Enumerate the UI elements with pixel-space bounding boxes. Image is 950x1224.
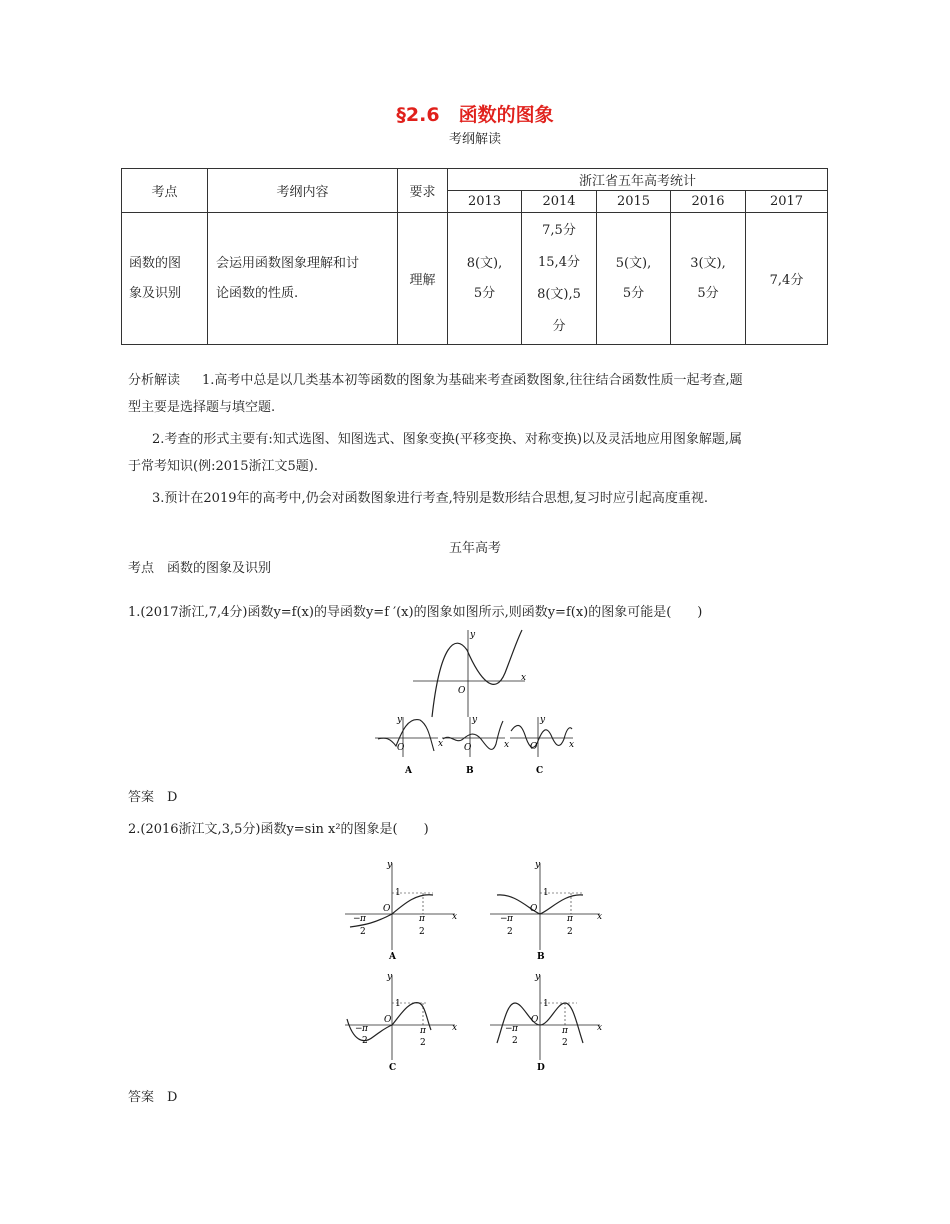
axis-y-label: y xyxy=(397,715,403,725)
option-c-label: C xyxy=(536,766,544,776)
cell-2016 xyxy=(671,213,746,345)
axis-y-label: y xyxy=(535,972,541,982)
cell-line: 论函数的性质. xyxy=(216,285,299,301)
tick-pi: π xyxy=(362,1024,368,1034)
tick-two: 2 xyxy=(420,1038,426,1048)
option-d-graph xyxy=(490,975,603,1060)
header-content: 考纲内容 xyxy=(208,169,398,213)
answer-2: 答案 D xyxy=(128,1090,178,1105)
origin-label: O xyxy=(531,1015,539,1025)
option-a-label: A xyxy=(405,766,412,776)
cell-line: 5(文), xyxy=(615,255,652,271)
tick-two: 2 xyxy=(562,1038,568,1048)
header-year: 2016 xyxy=(671,191,746,213)
tick-pi: π xyxy=(567,914,573,924)
kaodian-line: 考点 函数的图象及识别 xyxy=(128,561,272,576)
cell-line: 8(文), xyxy=(466,255,503,271)
axis-x-label: x xyxy=(597,912,603,922)
analysis-p3: 3.预计在2019年的高考中,仍会对函数图象进行考查,特别是数形结合思想,复习时应引起高度重视. xyxy=(152,491,709,506)
header-year: 2017 xyxy=(746,191,828,213)
tick-two: 2 xyxy=(362,1036,368,1046)
tick-pi: π xyxy=(562,1026,568,1036)
axis-x-label: x xyxy=(569,740,575,750)
tick-pi: π xyxy=(419,914,425,924)
analysis-p2-second: 于常考知识(例:2015浙江文5题). xyxy=(128,459,319,474)
header-year: 2013 xyxy=(448,191,522,213)
cell-line: 3(文), xyxy=(690,255,726,271)
tick-pi: π xyxy=(360,914,366,924)
cell-line: 象及识别 xyxy=(129,285,182,301)
tick-one: 1 xyxy=(395,888,401,898)
option-c-label: C xyxy=(389,1063,397,1073)
axis-y-label: y xyxy=(535,860,541,870)
axis-x-label: x xyxy=(452,1023,458,1033)
analysis-p1-second: 型主要是选择题与填空题. xyxy=(128,400,276,415)
cell-2017: 7,4分 xyxy=(746,213,828,345)
option-a-graph xyxy=(375,717,438,757)
analysis-label: 分析解读 xyxy=(128,373,181,388)
answer-1: 答案 D xyxy=(128,790,178,805)
header-year: 2015 xyxy=(597,191,671,213)
cell-line: 5分 xyxy=(697,285,719,301)
axis-y-label: y xyxy=(472,715,478,725)
tick-two: 2 xyxy=(512,1036,518,1046)
cell-line: 8(文),5 xyxy=(537,286,581,302)
analysis-section xyxy=(128,367,828,512)
axis-x-label: x xyxy=(504,740,510,750)
header-point: 考点 xyxy=(122,169,208,213)
section-title: §2.6 函数的图象 xyxy=(396,104,554,126)
tick-minus: − xyxy=(500,914,508,924)
cell-2014 xyxy=(522,213,597,345)
tick-minus: − xyxy=(355,1024,363,1034)
axis-x-label: x xyxy=(597,1023,603,1033)
header-requirement: 要求 xyxy=(398,169,448,213)
subtitle: 考纲解读 xyxy=(448,132,501,147)
axis-y-label: y xyxy=(387,860,393,870)
option-d-label: D xyxy=(537,1063,545,1073)
cell-line: 5分 xyxy=(622,285,645,301)
tick-minus: − xyxy=(353,914,361,924)
question-2: 2.(2016浙江文,3,5分)函数y=sin x²的图象是( ) xyxy=(128,822,429,837)
axis-y-label: y xyxy=(470,630,476,640)
tick-pi: π xyxy=(420,1026,426,1036)
origin-label: O xyxy=(464,743,472,753)
exam-stats-table xyxy=(121,168,828,345)
origin-label: O xyxy=(458,686,466,696)
tick-minus: − xyxy=(505,1024,513,1034)
cell-line: 7,5分 xyxy=(542,222,576,238)
origin-label: O xyxy=(530,904,538,914)
tick-pi: π xyxy=(507,914,513,924)
option-b-label: B xyxy=(466,766,474,776)
cell-point xyxy=(122,213,208,345)
axis-x-label: x xyxy=(452,912,458,922)
origin-label: O xyxy=(397,743,405,753)
origin-label: O xyxy=(530,742,538,752)
header-year: 2014 xyxy=(522,191,597,213)
q1-figure xyxy=(370,625,585,780)
cell-line: 会运用函数图象理解和讨 xyxy=(216,255,360,271)
cell-line: 5分 xyxy=(473,285,496,301)
origin-label: O xyxy=(383,904,391,914)
option-a-label: A xyxy=(389,952,396,962)
tick-one: 1 xyxy=(543,999,549,1009)
cell-requirement: 理解 xyxy=(398,213,448,345)
derivative-graph xyxy=(413,630,525,717)
cell-content xyxy=(208,213,398,345)
five-year-title: 五年高考 xyxy=(448,541,501,556)
tick-two: 2 xyxy=(567,927,573,937)
axis-y-label: y xyxy=(387,972,393,982)
analysis-p1-first: 1.高考中总是以几类基本初等函数的图象为基础来考查函数图象,往往结合函数性质一起考查,题 xyxy=(202,373,743,388)
axis-y-label: y xyxy=(540,715,546,725)
cell-line: 函数的图 xyxy=(129,255,182,271)
cell-line: 分 xyxy=(552,318,566,334)
option-c-graph xyxy=(345,975,458,1060)
tick-two: 2 xyxy=(419,927,425,937)
origin-label: O xyxy=(384,1015,392,1025)
axis-x-label: x xyxy=(438,739,444,749)
cell-2013 xyxy=(448,213,522,345)
cell-2015 xyxy=(597,213,671,345)
tick-two: 2 xyxy=(360,927,366,937)
tick-one: 1 xyxy=(543,888,549,898)
q2-figure xyxy=(335,855,615,1075)
option-b-label: B xyxy=(537,952,545,962)
tick-pi: π xyxy=(512,1024,518,1034)
analysis-p2-first: 2.考查的形式主要有:知式选图、知图选式、图象变换(平移变换、对称变换)以及灵活地应用图象解题,属 xyxy=(152,432,743,447)
cell-line: 15,4分 xyxy=(538,254,580,270)
header-stats: 浙江省五年高考统计 xyxy=(448,169,828,191)
tick-two: 2 xyxy=(507,927,513,937)
tick-one: 1 xyxy=(395,999,401,1009)
question-1: 1.(2017浙江,7,4分)函数y=f(x)的导函数y=f ′(x)的图象如图所示,则函数y=f(x)的图象可能是( ) xyxy=(128,605,703,620)
axis-x-label: x xyxy=(521,673,527,683)
